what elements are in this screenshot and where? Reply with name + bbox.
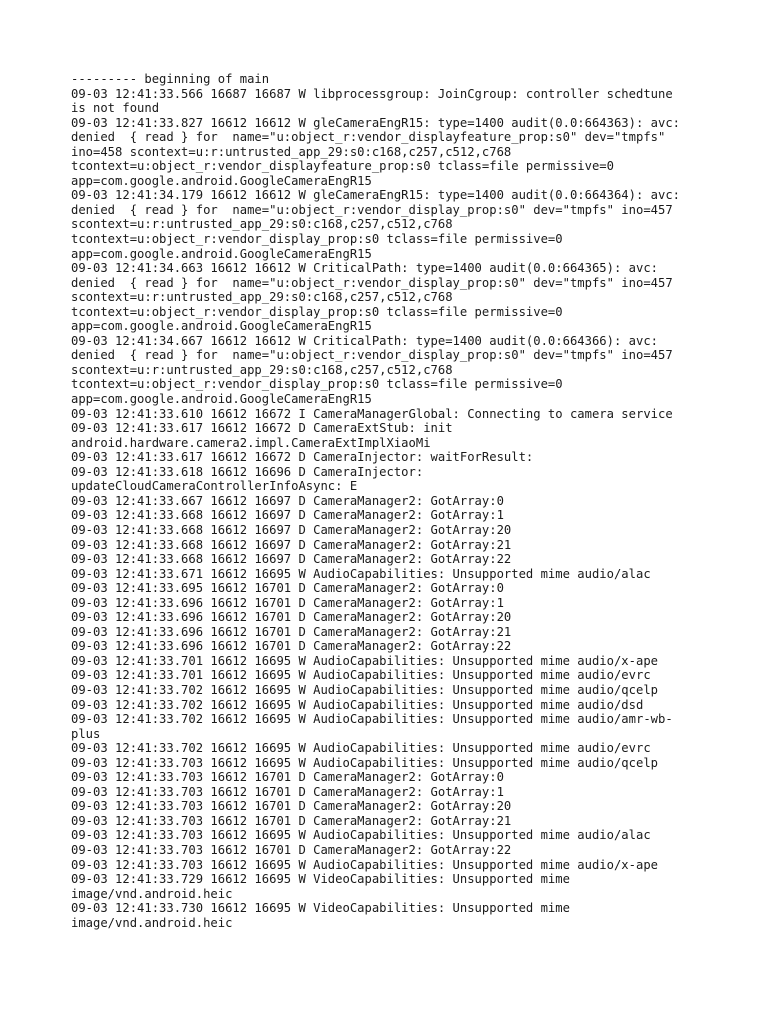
log-line: image/vnd.android.heic xyxy=(71,886,233,901)
log-line: plus xyxy=(71,726,101,741)
log-line: 09-03 12:41:33.696 16612 16701 D CameraManager2: GotArray:21 xyxy=(71,624,512,639)
log-line: 09-03 12:41:33.701 16612 16695 W AudioCapabilities: Unsupported mime audio/evrc xyxy=(71,668,651,683)
log-line: 09-03 12:41:33.618 16612 16696 D CameraInjector: xyxy=(71,464,424,479)
log-line: 09-03 12:41:33.702 16612 16695 W AudioCapabilities: Unsupported mime audio/dsd xyxy=(71,697,644,712)
log-line: 09-03 12:41:33.703 16612 16695 W AudioCapabilities: Unsupported mime audio/x-ape xyxy=(71,857,658,872)
log-line: denied { read } for name="u:object_r:vendor_display_prop:s0" dev="tmpfs" ino=457 xyxy=(71,275,673,290)
log-line: 09-03 12:41:33.566 16687 16687 W libprocessgroup: JoinCgroup: controller schedtune xyxy=(71,86,673,101)
log-line: denied { read } for name="u:object_r:vendor_display_prop:s0" dev="tmpfs" ino=457 xyxy=(71,202,673,217)
log-line: tcontext=u:object_r:vendor_display_prop:s0 tclass=file permissive=0 xyxy=(71,377,563,392)
log-line: 09-03 12:41:33.703 16612 16701 D CameraManager2: GotArray:22 xyxy=(71,842,512,857)
log-line: ino=458 scontext=u:r:untrusted_app_29:s0:c168,c257,c512,c768 xyxy=(71,144,512,159)
log-line: app=com.google.android.GoogleCameraEngR15 xyxy=(71,319,372,334)
log-line: 09-03 12:41:33.703 16612 16695 W AudioCapabilities: Unsupported mime audio/alac xyxy=(71,828,651,843)
log-line: 09-03 12:41:33.668 16612 16697 D CameraManager2: GotArray:21 xyxy=(71,537,512,552)
log-line: 09-03 12:41:33.702 16612 16695 W AudioCapabilities: Unsupported mime audio/evrc xyxy=(71,741,651,756)
log-line: --------- beginning of main xyxy=(71,72,270,86)
log-line: scontext=u:r:untrusted_app_29:s0:c168,c257,c512,c768 xyxy=(71,217,453,232)
log-line: 09-03 12:41:33.827 16612 16612 W gleCameraEngR15: type=1400 audit(0.0:664363): avc: xyxy=(71,115,681,130)
log-line: 09-03 12:41:33.703 16612 16695 W AudioCapabilities: Unsupported mime audio/qcelp xyxy=(71,755,658,770)
log-line: 09-03 12:41:33.668 16612 16697 D CameraManager2: GotArray:20 xyxy=(71,522,512,537)
log-text-block xyxy=(71,72,711,930)
log-line: 09-03 12:41:33.668 16612 16697 D CameraManager2: GotArray:1 xyxy=(71,508,504,523)
log-line: 09-03 12:41:33.729 16612 16695 W VideoCapabilities: Unsupported mime xyxy=(71,872,570,887)
log-line: scontext=u:r:untrusted_app_29:s0:c168,c257,c512,c768 xyxy=(71,362,453,377)
log-line: 09-03 12:41:33.671 16612 16695 W AudioCapabilities: Unsupported mime audio/alac xyxy=(71,566,651,581)
log-line: 09-03 12:41:33.703 16612 16701 D CameraManager2: GotArray:1 xyxy=(71,784,504,799)
log-line: app=com.google.android.GoogleCameraEngR15 xyxy=(71,173,372,188)
log-line: 09-03 12:41:33.696 16612 16701 D CameraManager2: GotArray:1 xyxy=(71,595,504,610)
log-line: denied { read } for name="u:object_r:vendor_display_prop:s0" dev="tmpfs" ino=457 xyxy=(71,348,673,363)
log-line: android.hardware.camera2.impl.CameraExtImplXiaoMi xyxy=(71,435,431,450)
log-line: 09-03 12:41:34.179 16612 16612 W gleCameraEngR15: type=1400 audit(0.0:664364): avc: xyxy=(71,188,681,203)
log-line: 09-03 12:41:33.701 16612 16695 W AudioCapabilities: Unsupported mime audio/x-ape xyxy=(71,653,658,668)
log-line: 09-03 12:41:33.703 16612 16701 D CameraManager2: GotArray:21 xyxy=(71,813,512,828)
log-line: tcontext=u:object_r:vendor_displayfeature_prop:s0 tclass=file permissive=0 xyxy=(71,159,614,174)
log-line: 09-03 12:41:33.696 16612 16701 D CameraManager2: GotArray:22 xyxy=(71,639,512,654)
log-line: 09-03 12:41:33.730 16612 16695 W VideoCapabilities: Unsupported mime xyxy=(71,901,570,916)
log-line: app=com.google.android.GoogleCameraEngR15 xyxy=(71,392,372,407)
log-line: 09-03 12:41:34.663 16612 16612 W CriticalPath: type=1400 audit(0.0:664365): avc: xyxy=(71,261,658,276)
log-line: denied { read } for name="u:object_r:vendor_displayfeature_prop:s0" dev="tmpfs" xyxy=(71,130,666,145)
log-line: 09-03 12:41:33.702 16612 16695 W AudioCapabilities: Unsupported mime audio/qcelp xyxy=(71,682,658,697)
log-line: scontext=u:r:untrusted_app_29:s0:c168,c257,c512,c768 xyxy=(71,290,453,305)
log-line: 09-03 12:41:33.702 16612 16695 W AudioCapabilities: Unsupported mime audio/amr-wb- xyxy=(71,712,673,727)
log-line: 09-03 12:41:33.617 16612 16672 D CameraInjector: waitForResult: xyxy=(71,450,534,465)
log-line: is not found xyxy=(71,101,160,116)
log-line: 09-03 12:41:33.696 16612 16701 D CameraManager2: GotArray:20 xyxy=(71,610,512,625)
log-line: 09-03 12:41:33.695 16612 16701 D CameraManager2: GotArray:0 xyxy=(71,581,504,596)
log-line: 09-03 12:41:33.667 16612 16697 D CameraManager2: GotArray:0 xyxy=(71,493,504,508)
log-line: updateCloudCameraControllerInfoAsync: E xyxy=(71,479,358,494)
log-line: image/vnd.android.heic xyxy=(71,915,233,930)
log-line: tcontext=u:object_r:vendor_display_prop:s0 tclass=file permissive=0 xyxy=(71,304,563,319)
log-line: 09-03 12:41:33.617 16612 16672 D CameraExtStub: init xyxy=(71,421,453,436)
log-line: 09-03 12:41:33.703 16612 16701 D CameraManager2: GotArray:20 xyxy=(71,799,512,814)
log-line: 09-03 12:41:33.610 16612 16672 I CameraManagerGlobal: Connecting to camera service xyxy=(71,406,673,421)
log-line: 09-03 12:41:34.667 16612 16612 W CriticalPath: type=1400 audit(0.0:664366): avc: xyxy=(71,333,658,348)
log-line: 09-03 12:41:33.703 16612 16701 D CameraManager2: GotArray:0 xyxy=(71,770,504,785)
log-line: app=com.google.android.GoogleCameraEngR15 xyxy=(71,246,372,261)
log-line: tcontext=u:object_r:vendor_display_prop:s0 tclass=file permissive=0 xyxy=(71,232,563,247)
log-line: 09-03 12:41:33.668 16612 16697 D CameraManager2: GotArray:22 xyxy=(71,552,512,567)
